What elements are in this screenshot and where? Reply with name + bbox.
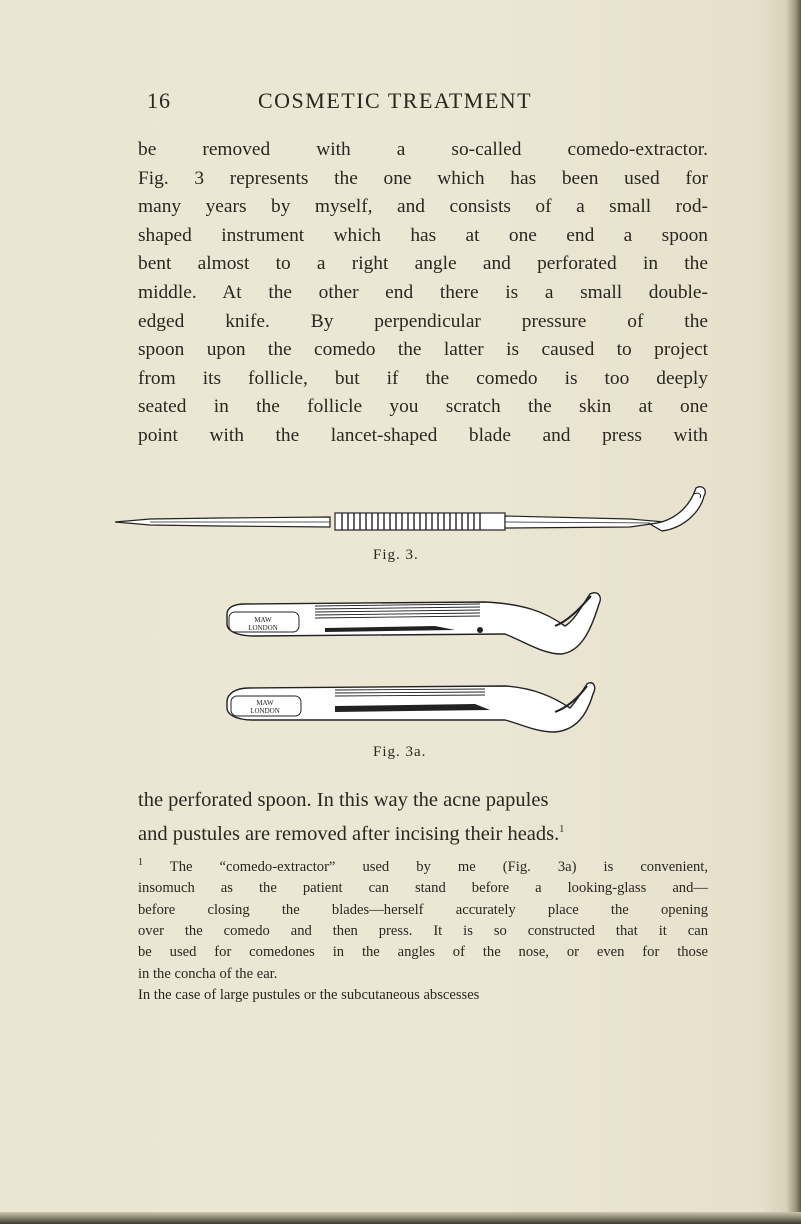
footnote-line: In the case of large pustules or the subcutaneous abscesses — [138, 987, 480, 1004]
fig3a-comedo-extractor-illustration — [225, 590, 605, 740]
fig3a-caption: Fig. 3a. — [373, 744, 427, 760]
page-edge-shadow — [787, 0, 801, 1224]
instrument-stamp-london: LONDON — [248, 624, 278, 632]
text-line: spoon upon the comedo the latter is caused to project — [138, 339, 708, 361]
footnote-marker: 1 — [138, 857, 143, 868]
text-line: edged knife. By perpendicular pressure of the — [138, 310, 708, 332]
footnote-line: be used for comedones in the angles of the nose, or even for those — [138, 944, 708, 961]
text-line — [138, 815, 708, 849]
fig3-caption: Fig. 3. — [373, 547, 419, 563]
fig3-comedo-extractor-illustration — [110, 486, 710, 546]
instrument-stamp-maw: MAW — [256, 699, 274, 707]
instrument-stamp-london: LONDON — [250, 707, 280, 715]
footnote-line: in the concha of the ear. — [138, 965, 278, 982]
page-number: 16 — [147, 88, 171, 113]
body-paragraph — [138, 136, 708, 451]
page-bottom-edge — [0, 1212, 801, 1224]
footnote-line: insomuch as the patient can stand before a looking-glass and— — [138, 880, 708, 897]
text-line: Fig. 3 represents the one which has been used for — [138, 167, 708, 189]
footnote-line-content: The “comedo-extractor” used by me (Fig. 3a) is convenient, — [169, 858, 708, 875]
text-line-content: and pustules are removed after incising their heads. — [138, 822, 560, 845]
fig3a-lower-instrument — [227, 683, 595, 732]
page-header — [0, 88, 801, 118]
fig3a-upper-instrument — [227, 593, 600, 654]
text-line: shaped instrument which has at one end a spoon — [138, 224, 708, 246]
text-line: the perforated spoon. In this way the acne papules — [138, 789, 549, 811]
footnote-reference: 1 — [559, 824, 565, 835]
text-line: middle. At the other end there is a small double- — [138, 281, 708, 303]
text-line: many years by myself, and consists of a small rod- — [138, 196, 708, 218]
footnote-line: before closing the blades—herself accurately place the opening — [138, 901, 708, 918]
footnote-line: over the comedo and then press. It is so constructed that it can — [138, 923, 708, 940]
instrument-stamp-maw: MAW — [254, 616, 272, 624]
text-line: be removed with a so-called comedo-extractor. — [138, 139, 708, 160]
footnote — [138, 852, 708, 1007]
body-paragraph-continued — [138, 786, 708, 849]
running-head: COSMETIC TREATMENT — [258, 88, 533, 113]
text-line: seated in the follicle you scratch the skin at one — [138, 396, 708, 418]
text-line: from its follicle, but if the comedo is too deeply — [138, 367, 708, 389]
text-line: point with the lancet-shaped blade and press with — [138, 424, 708, 446]
text-line: bent almost to a right angle and perforated in the — [138, 253, 708, 275]
footnote-line — [138, 852, 708, 878]
